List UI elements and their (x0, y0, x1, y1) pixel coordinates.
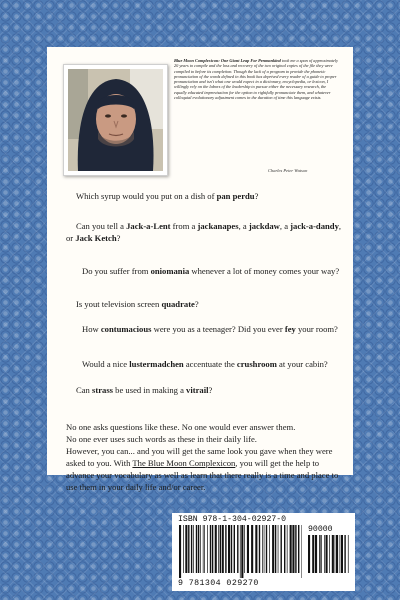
question-text: accentuate the (183, 359, 237, 369)
author-bio (174, 58, 338, 100)
barcode-bar (332, 535, 334, 573)
closing-text-part: , you will get the help to advance your vocabulary as well as learn that there really is a time and place to use them in your daily life and/or career. (66, 458, 339, 492)
barcode-bar (222, 525, 224, 573)
question-text: ? (116, 233, 121, 243)
barcode-bar (259, 525, 260, 573)
barcode-bar (335, 535, 336, 573)
barcode-bar (262, 525, 263, 573)
barcode-bar (247, 525, 249, 573)
question-word: strass (92, 385, 114, 395)
question-text: Can (76, 385, 92, 395)
question-text: , or (66, 221, 342, 243)
barcode-bar (319, 535, 320, 573)
question-text: Would a nice (82, 359, 130, 369)
barcode-bar (251, 525, 253, 573)
question-word: fey (284, 324, 296, 334)
barcode-bar (220, 525, 221, 573)
addon-barcode-bars-icon (308, 535, 350, 578)
barcode-bar (188, 525, 189, 573)
barcode-bar (255, 525, 257, 573)
barcode-bar (264, 525, 265, 573)
barcode-bar (228, 525, 230, 573)
closing-line-2: No one ever uses such words as these in their daily life. (66, 434, 257, 444)
question-word: oniomania (150, 266, 190, 276)
barcode-bar (315, 535, 317, 573)
barcode-bar (272, 525, 274, 573)
question-text: Which syrup would you put on a dish of (76, 191, 217, 201)
barcode-bar (312, 535, 314, 573)
barcode-bar (336, 535, 338, 573)
question-1 (76, 190, 338, 202)
question-text: whenever a lot of money comes your way? (189, 266, 340, 276)
question-6 (66, 358, 344, 370)
question-text: at your cabin? (276, 359, 328, 369)
barcode-bar (191, 525, 192, 573)
barcode-main-digits: 781304 029270 (188, 579, 259, 588)
barcode-bar (321, 535, 322, 573)
question-text: , a (238, 221, 249, 231)
question-text: be used in making a (113, 385, 187, 395)
barcode-bar (308, 535, 310, 573)
barcode-bar (207, 525, 208, 573)
barcode-block (172, 513, 355, 591)
question-word: lustermadchen (129, 359, 184, 369)
barcode-digits (178, 579, 259, 588)
question-word: jackanapes (197, 221, 239, 231)
barcode-bar (302, 525, 303, 578)
question-7 (76, 384, 338, 396)
question-word: crushroom (236, 359, 277, 369)
barcode-bar (203, 525, 204, 573)
question-text: How (82, 324, 101, 334)
question-text: from a (170, 221, 198, 231)
question-word: jackdaw (248, 221, 280, 231)
barcode-bar (284, 525, 285, 573)
barcode-bar (212, 525, 213, 573)
question-3 (66, 265, 344, 277)
barcode-bar (348, 535, 349, 573)
question-word: pan perdu (216, 191, 255, 201)
question-word: Jack Ketch (75, 233, 117, 243)
barcode-bar (266, 525, 267, 573)
barcode-bar (292, 525, 294, 573)
barcode-bar (341, 535, 343, 573)
question-word: contumacious (100, 324, 152, 334)
closing-text (66, 421, 346, 493)
barcode-bar (200, 525, 201, 573)
barcode-bar (218, 525, 219, 573)
question-text: Do you suffer from (82, 266, 151, 276)
author-signature-name: Charles Peter Watson (268, 168, 308, 173)
question-word: vitrail (186, 385, 209, 395)
question-5 (66, 323, 344, 335)
barcode-bar (298, 525, 299, 573)
barcode-bar (295, 525, 296, 573)
barcode-bar (278, 525, 279, 573)
barcode-bar (275, 525, 276, 573)
barcode-bar (329, 535, 330, 573)
barcode-bar (244, 525, 245, 573)
barcode-first-digit: 9 (178, 579, 184, 588)
question-text: your room? (295, 324, 338, 334)
question-text: ? (208, 385, 213, 395)
price-code: 90000 (308, 525, 333, 534)
isbn-label: ISBN 978-1-304-02927-0 (178, 515, 287, 524)
question-text: ? (194, 299, 199, 309)
barcode-bar (210, 525, 211, 573)
question-text: Is yout television screen (76, 299, 162, 309)
barcode-bar (231, 525, 232, 573)
barcode-bar (269, 525, 270, 573)
book-title-link: The Blue Moon Complexicon (132, 458, 236, 468)
barcode-bar (287, 525, 288, 573)
barcode-bar (204, 525, 205, 573)
barcode-bar (344, 535, 345, 573)
question-word: Jack-a-Lent (126, 221, 171, 231)
question-text: Can you tell a (76, 221, 127, 231)
barcode-bar (326, 535, 328, 573)
barcode-bar (183, 525, 184, 573)
question-2 (66, 220, 344, 244)
closing-text-part: However, you can... and you will get the same look you gave when they were asked to you. With (66, 446, 333, 468)
barcode-bar (281, 525, 282, 573)
bio-text: took me a span of approximately 20 years to compile and the loss and recovery of the two original copies of the file they were compiled to before its completion. Though the lack of a program to provide the phonetic pronunciation of the words defined in this book has deprived every reader of a guide to proper pronunciation and isn't what one would expect in a dictionary, encyclopedia, or lexicon, I willingly rely on the labors of the leadership to pursue either the necessary research, the equally educated improvisation for the option to rightfully pronunciate them, and whatever colloquial evolutionary adjustment comes in the duration of time this language exists. (174, 58, 338, 101)
barcode-bar (241, 525, 243, 578)
question-4 (76, 298, 338, 310)
barcode-bar (234, 525, 235, 573)
barcode-bar (179, 525, 181, 578)
closing-line-1: No one asks questions like these. No one would ever answer them. (66, 422, 296, 432)
bio-book-title: Blue Moon Complexicon: One Giant Leap For Penmankind (174, 58, 281, 63)
barcode-bars-icon (179, 525, 302, 578)
author-photo (63, 64, 168, 176)
author-portrait-icon (68, 69, 163, 171)
barcode-bar (340, 535, 341, 573)
barcode-bar (193, 525, 194, 573)
barcode-bar (198, 525, 199, 573)
question-text: , a (279, 221, 291, 231)
barcode-bar (185, 525, 187, 573)
question-text: were you as a teenager? Did you ever (151, 324, 285, 334)
barcode-bar (196, 525, 197, 573)
barcode-bar (215, 525, 217, 573)
barcode-bar (290, 525, 292, 573)
question-word: quadrate (161, 299, 195, 309)
barcode-bar (225, 525, 226, 573)
barcode-bar (237, 525, 238, 573)
question-text: ? (254, 191, 259, 201)
barcode-bar (324, 535, 325, 573)
barcode-bar (240, 525, 241, 578)
question-word: jack-a-dandy (290, 221, 339, 231)
closing-line-3 (66, 445, 346, 493)
